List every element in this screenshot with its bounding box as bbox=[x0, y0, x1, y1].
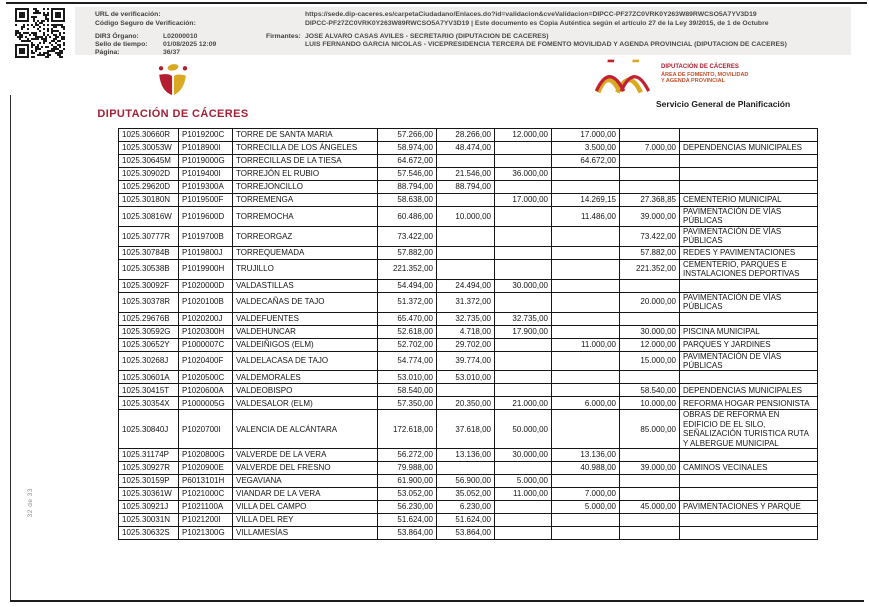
sello-label: Sello de tiempo: bbox=[95, 41, 148, 48]
notes bbox=[680, 449, 818, 462]
notes bbox=[680, 129, 818, 142]
ine-code: P1019700B bbox=[179, 226, 233, 246]
ine-code: P1019200C bbox=[179, 129, 233, 142]
notes bbox=[680, 155, 818, 168]
amount-4: 73.422,00 bbox=[620, 226, 680, 246]
amount-3 bbox=[552, 312, 620, 325]
notes: PAVIMENTACIÓN DE VÍAS PÚBLICAS bbox=[680, 207, 818, 227]
expediente-code: 1025.30354X bbox=[119, 397, 179, 410]
amount-3 bbox=[552, 351, 620, 371]
amount-1: 56.900,00 bbox=[437, 475, 495, 488]
ine-code: P1020600A bbox=[179, 384, 233, 397]
amount-total: 57.350,00 bbox=[378, 397, 437, 410]
amount-total: 58.638,00 bbox=[378, 194, 437, 207]
amount-total: 65.470,00 bbox=[378, 312, 437, 325]
expediente-code: 1025.30180N bbox=[119, 194, 179, 207]
table-row bbox=[119, 129, 818, 142]
amount-3: 64.672,00 bbox=[552, 155, 620, 168]
amount-4 bbox=[620, 514, 680, 527]
amount-4: 221.352,00 bbox=[620, 259, 680, 279]
amount-3: 11.486,00 bbox=[552, 207, 620, 227]
expediente-code: 1025.30816W bbox=[119, 207, 179, 227]
table-row bbox=[119, 397, 818, 410]
amount-3 bbox=[552, 292, 620, 312]
ine-code: P1020400F bbox=[179, 351, 233, 371]
notes bbox=[680, 279, 818, 292]
amount-1: 53.864,00 bbox=[437, 527, 495, 540]
amount-total: 53.864,00 bbox=[378, 527, 437, 540]
amount-total: 53.052,00 bbox=[378, 488, 437, 501]
ine-code: P1019400I bbox=[179, 168, 233, 181]
table-row bbox=[119, 338, 818, 351]
amount-4: 57.882,00 bbox=[620, 246, 680, 259]
amount-total: 51.372,00 bbox=[378, 292, 437, 312]
municipality-name: VILLAMESÍAS bbox=[233, 527, 378, 540]
amount-4: 15.000,00 bbox=[620, 351, 680, 371]
amount-total: 53.010,00 bbox=[378, 371, 437, 384]
table-row bbox=[119, 207, 818, 227]
ine-code: P1020000D bbox=[179, 279, 233, 292]
amount-3: 40.988,00 bbox=[552, 462, 620, 475]
amount-1: 28.266,00 bbox=[437, 129, 495, 142]
amount-total: 51.624,00 bbox=[378, 514, 437, 527]
expediente-code: 1025.30660R bbox=[119, 129, 179, 142]
amount-2 bbox=[495, 384, 552, 397]
amount-1: 4.718,00 bbox=[437, 325, 495, 338]
table-row bbox=[119, 181, 818, 194]
page-top-border bbox=[6, 2, 867, 4]
notes: CEMENTERIO, PARQUES E INSTALACIONES DEPORTIVAS bbox=[680, 259, 818, 279]
notes bbox=[680, 475, 818, 488]
amount-2: 21.000,00 bbox=[495, 397, 552, 410]
ine-code: P1021200I bbox=[179, 514, 233, 527]
notes: PISCINA MUNICIPAL bbox=[680, 325, 818, 338]
sello-value: 01/08/2025 12:09 bbox=[163, 41, 217, 48]
amount-2 bbox=[495, 292, 552, 312]
amount-total: 54.774,00 bbox=[378, 351, 437, 371]
expediente-code: 1025.30921J bbox=[119, 501, 179, 514]
amount-2: 17.900,00 bbox=[495, 325, 552, 338]
amount-1: 10.000,00 bbox=[437, 207, 495, 227]
amount-1: 37.618,00 bbox=[437, 410, 495, 449]
url-value: https://sede.dip-caceres.es/carpetaCiudadano/Enlaces.do?id=validacion&cveValidacion=DIPCC-PF27ZC0VRK0Y263W89RWCSO5A7YV3D19 bbox=[305, 11, 757, 18]
notes bbox=[680, 488, 818, 501]
notes bbox=[680, 514, 818, 527]
amount-2 bbox=[495, 351, 552, 371]
amount-2 bbox=[495, 142, 552, 155]
service-general-planificacion: Servicio General de Planificación bbox=[656, 99, 791, 109]
amount-3 bbox=[552, 259, 620, 279]
municipality-name: VALDECAÑAS DE TAJO bbox=[233, 292, 378, 312]
amount-total: 58.974,00 bbox=[378, 142, 437, 155]
municipality-name: VALENCIA DE ALCÁNTARA bbox=[233, 410, 378, 449]
amount-1 bbox=[437, 155, 495, 168]
amount-2 bbox=[495, 226, 552, 246]
amount-4: 12.000,00 bbox=[620, 338, 680, 351]
amount-4: 7.000,00 bbox=[620, 142, 680, 155]
amount-3: 7.000,00 bbox=[552, 488, 620, 501]
diputacion-logo-icon bbox=[150, 60, 196, 106]
csv-value: DIPCC-PF27ZC0VRK0Y263W89RWCSO5A7YV3D19 | Este documento es Copia Auténtica según el artículo 27 de la Ley 39/2015, de 1 de Octubre bbox=[305, 20, 769, 27]
ine-code: P1019000G bbox=[179, 155, 233, 168]
amount-2: 17.000,00 bbox=[495, 194, 552, 207]
notes bbox=[680, 527, 818, 540]
page-left-border bbox=[10, 95, 11, 601]
notes bbox=[680, 312, 818, 325]
amount-3 bbox=[552, 410, 620, 449]
expediente-code: 1025.30053W bbox=[119, 142, 179, 155]
amount-4 bbox=[620, 129, 680, 142]
municipality-name: TORREQUEMADA bbox=[233, 246, 378, 259]
municipality-name: VILLA DEL REY bbox=[233, 514, 378, 527]
expediente-code: 1025.29676B bbox=[119, 312, 179, 325]
table-row bbox=[119, 475, 818, 488]
municipality-name: VALDEMORALES bbox=[233, 371, 378, 384]
amount-3 bbox=[552, 514, 620, 527]
amount-2 bbox=[495, 338, 552, 351]
amount-3 bbox=[552, 475, 620, 488]
table-row bbox=[119, 384, 818, 397]
side-page-number: 32 de 33 bbox=[27, 488, 34, 518]
municipality-name: VALDASTILLAS bbox=[233, 279, 378, 292]
amount-1: 13.136,00 bbox=[437, 449, 495, 462]
amount-3 bbox=[552, 325, 620, 338]
table-row bbox=[119, 155, 818, 168]
amount-total: 57.882,00 bbox=[378, 246, 437, 259]
ine-code: P1019600D bbox=[179, 207, 233, 227]
amount-2: 36.000,00 bbox=[495, 168, 552, 181]
amount-4 bbox=[620, 181, 680, 194]
municipality-name: TORRE DE SANTA MARIA bbox=[233, 129, 378, 142]
amount-3: 5.000,00 bbox=[552, 501, 620, 514]
amount-3: 17.000,00 bbox=[552, 129, 620, 142]
ine-code: P1020900E bbox=[179, 462, 233, 475]
amount-total: 54.494,00 bbox=[378, 279, 437, 292]
notes: REDES Y PAVIMENTACIONES bbox=[680, 246, 818, 259]
amount-4 bbox=[620, 312, 680, 325]
amount-total: 56.230,00 bbox=[378, 501, 437, 514]
notes bbox=[680, 181, 818, 194]
table-row bbox=[119, 246, 818, 259]
page-bottom-border bbox=[10, 600, 864, 602]
amount-total: 56.272,00 bbox=[378, 449, 437, 462]
amount-2 bbox=[495, 207, 552, 227]
table-row bbox=[119, 312, 818, 325]
amount-4: 30.000,00 bbox=[620, 325, 680, 338]
amount-1: 6.230,00 bbox=[437, 501, 495, 514]
municipality-name: TRUJILLO bbox=[233, 259, 378, 279]
ine-code: P1019800J bbox=[179, 246, 233, 259]
expediente-code: 1025.30652Y bbox=[119, 338, 179, 351]
amount-1 bbox=[437, 259, 495, 279]
amount-1 bbox=[437, 194, 495, 207]
expediente-code: 1025.30092F bbox=[119, 279, 179, 292]
ine-code: P1018900I bbox=[179, 142, 233, 155]
notes: DEPENDENCIAS MUNICIPALES bbox=[680, 142, 818, 155]
table-row bbox=[119, 410, 818, 449]
amount-2 bbox=[495, 462, 552, 475]
table-row bbox=[119, 279, 818, 292]
amount-4 bbox=[620, 155, 680, 168]
municipality-name: VIANDAR DE LA VERA bbox=[233, 488, 378, 501]
ine-code: P6013101H bbox=[179, 475, 233, 488]
amount-total: 52.702,00 bbox=[378, 338, 437, 351]
table-row bbox=[119, 371, 818, 384]
municipality-name: VILLA DEL CAMPO bbox=[233, 501, 378, 514]
notes: PAVIMENTACIÓN DE VÍAS PÚBLICAS bbox=[680, 292, 818, 312]
ine-code: P1020500C bbox=[179, 371, 233, 384]
municipality-name: TORREJÓN EL RUBIO bbox=[233, 168, 378, 181]
municipality-name: TORREJONCILLO bbox=[233, 181, 378, 194]
expediente-code: 1025.30645M bbox=[119, 155, 179, 168]
notes: REFORMA HOGAR PENSIONISTA bbox=[680, 397, 818, 410]
amount-4: 39.000,00 bbox=[620, 207, 680, 227]
amount-2 bbox=[495, 155, 552, 168]
municipality-name: VEGAVIANA bbox=[233, 475, 378, 488]
table-row bbox=[119, 501, 818, 514]
amount-3 bbox=[552, 246, 620, 259]
amount-3 bbox=[552, 168, 620, 181]
amount-3 bbox=[552, 279, 620, 292]
table-body bbox=[119, 129, 818, 540]
expediente-code: 1025.30601A bbox=[119, 371, 179, 384]
notes bbox=[680, 371, 818, 384]
amount-total: 221.352,00 bbox=[378, 259, 437, 279]
amount-2: 12.000,00 bbox=[495, 129, 552, 142]
municipality-name: VALVERDE DE LA VERA bbox=[233, 449, 378, 462]
ine-code: P1020700I bbox=[179, 410, 233, 449]
logo-right-line1: DIPUTACIÓN DE CÁCERES bbox=[661, 64, 739, 70]
ine-code: P1020100B bbox=[179, 292, 233, 312]
amount-2 bbox=[495, 501, 552, 514]
dir3-label: DIR3 Órgano: bbox=[95, 33, 139, 40]
ine-code: P1020300H bbox=[179, 325, 233, 338]
expediente-code: 1025.30415T bbox=[119, 384, 179, 397]
ine-code: P1021300G bbox=[179, 527, 233, 540]
ine-code: P1019500F bbox=[179, 194, 233, 207]
municipality-name: VALDELACASA DE TAJO bbox=[233, 351, 378, 371]
logo-right-line3: Y AGENDA PROVINCIAL bbox=[661, 78, 725, 85]
amount-4: 45.000,00 bbox=[620, 501, 680, 514]
amount-3 bbox=[552, 226, 620, 246]
diputacion-brand-text: DIPUTACIÓN DE CÁCERES bbox=[97, 108, 249, 120]
ine-code: P1020200J bbox=[179, 312, 233, 325]
amount-3 bbox=[552, 371, 620, 384]
table-row bbox=[119, 527, 818, 540]
table-row bbox=[119, 514, 818, 527]
amount-total: 60.486,00 bbox=[378, 207, 437, 227]
municipality-name: VALDEFUENTES bbox=[233, 312, 378, 325]
amount-2: 50.000,00 bbox=[495, 410, 552, 449]
municipality-name: TORREMENGA bbox=[233, 194, 378, 207]
amount-1: 24.494,00 bbox=[437, 279, 495, 292]
expediente-code: 1025.30784B bbox=[119, 246, 179, 259]
amount-total: 57.546,00 bbox=[378, 168, 437, 181]
amount-3 bbox=[552, 527, 620, 540]
amount-4: 58.540,00 bbox=[620, 384, 680, 397]
table-row bbox=[119, 462, 818, 475]
table-row bbox=[119, 325, 818, 338]
expediente-code: 1025.30840J bbox=[119, 410, 179, 449]
ine-code: P1020800G bbox=[179, 449, 233, 462]
municipality-name: TORREMOCHA bbox=[233, 207, 378, 227]
expediente-code: 1025.30632S bbox=[119, 527, 179, 540]
notes bbox=[680, 168, 818, 181]
expediente-code: 1025.30268J bbox=[119, 351, 179, 371]
amount-2 bbox=[495, 259, 552, 279]
amount-1: 51.624,00 bbox=[437, 514, 495, 527]
amount-4: 10.000,00 bbox=[620, 397, 680, 410]
table-row bbox=[119, 142, 818, 155]
amount-total: 88.794,00 bbox=[378, 181, 437, 194]
expediente-code: 1025.30777R bbox=[119, 226, 179, 246]
amount-total: 73.422,00 bbox=[378, 226, 437, 246]
table-row bbox=[119, 259, 818, 279]
table-row bbox=[119, 194, 818, 207]
amount-1: 29.702,00 bbox=[437, 338, 495, 351]
expediente-code: 1025.30927R bbox=[119, 462, 179, 475]
municipalities-table bbox=[118, 128, 818, 540]
amount-2 bbox=[495, 527, 552, 540]
amount-1 bbox=[437, 384, 495, 397]
table-row bbox=[119, 168, 818, 181]
amount-1: 48.474,00 bbox=[437, 142, 495, 155]
municipality-name: TORRECILLA DE LOS ÁNGELES bbox=[233, 142, 378, 155]
amount-2 bbox=[495, 181, 552, 194]
amount-4: 39.000,00 bbox=[620, 462, 680, 475]
pagina-label: Página: bbox=[95, 49, 120, 56]
table-row bbox=[119, 351, 818, 371]
ine-code: P1000007C bbox=[179, 338, 233, 351]
amount-4 bbox=[620, 279, 680, 292]
expediente-code: 1025.30361W bbox=[119, 488, 179, 501]
ine-code: P1021100A bbox=[179, 501, 233, 514]
csv-label: Código Seguro de Verificación: bbox=[95, 20, 196, 27]
table-row bbox=[119, 292, 818, 312]
amount-total: 61.900,00 bbox=[378, 475, 437, 488]
amount-2 bbox=[495, 514, 552, 527]
expediente-code: 1025.30159P bbox=[119, 475, 179, 488]
amount-1 bbox=[437, 246, 495, 259]
expediente-code: 1025.29620D bbox=[119, 181, 179, 194]
amount-2 bbox=[495, 371, 552, 384]
amount-4 bbox=[620, 168, 680, 181]
notes: OBRAS DE REFORMA EN EDIFICIO DE EL SILO, SEÑALIZACIÓN TURISTICA RUTA Y ALBERGUE MUNICIPAL bbox=[680, 410, 818, 449]
amount-4: 20.000,00 bbox=[620, 292, 680, 312]
municipality-name: VALDEHUNCAR bbox=[233, 325, 378, 338]
url-label: URL de verificación: bbox=[95, 11, 161, 18]
expediente-code: 1025.30378R bbox=[119, 292, 179, 312]
amount-3 bbox=[552, 181, 620, 194]
amount-total: 172.618,00 bbox=[378, 410, 437, 449]
amount-1: 35.052,00 bbox=[437, 488, 495, 501]
amount-1: 53.010,00 bbox=[437, 371, 495, 384]
amount-4 bbox=[620, 449, 680, 462]
notes: PARQUES Y JARDINES bbox=[680, 338, 818, 351]
notes: PAVIMENTACIÓN DE VÍAS PÚBLICAS bbox=[680, 226, 818, 246]
amount-4 bbox=[620, 475, 680, 488]
ine-code: P1000005G bbox=[179, 397, 233, 410]
table-row bbox=[119, 488, 818, 501]
municipality-name: VALDEIÑIGOS (ELM) bbox=[233, 338, 378, 351]
amount-1: 21.546,00 bbox=[437, 168, 495, 181]
municipality-name: TORRECILLAS DE LA TIESA bbox=[233, 155, 378, 168]
amount-3 bbox=[552, 384, 620, 397]
amount-2: 32.735,00 bbox=[495, 312, 552, 325]
qr-code-icon bbox=[15, 8, 65, 58]
notes: PAVIMENTACIONES Y PARQUE bbox=[680, 501, 818, 514]
expediente-code: 1025.30538B bbox=[119, 259, 179, 279]
notes: PAVIMENTACIÓN DE VÍAS PÚBLICAS bbox=[680, 351, 818, 371]
amount-1: 20.350,00 bbox=[437, 397, 495, 410]
ine-code: P1019300A bbox=[179, 181, 233, 194]
municipality-name: VALDESALOR (ELM) bbox=[233, 397, 378, 410]
ine-code: P1021000C bbox=[179, 488, 233, 501]
amount-2: 11.000,00 bbox=[495, 488, 552, 501]
amount-2 bbox=[495, 246, 552, 259]
firmantes-label: Firmantes: bbox=[266, 33, 301, 40]
amount-3: 13.136,00 bbox=[552, 449, 620, 462]
amount-2: 30.000,00 bbox=[495, 279, 552, 292]
notes: CEMENTERIO MUNICIPAL bbox=[680, 194, 818, 207]
amount-total: 64.672,00 bbox=[378, 155, 437, 168]
amount-3: 14.269,15 bbox=[552, 194, 620, 207]
ine-code: P1019900H bbox=[179, 259, 233, 279]
verification-block bbox=[75, 7, 851, 55]
amount-1 bbox=[437, 226, 495, 246]
amount-1: 88.794,00 bbox=[437, 181, 495, 194]
table-row bbox=[119, 449, 818, 462]
amount-4 bbox=[620, 371, 680, 384]
amount-total: 79.988,00 bbox=[378, 462, 437, 475]
notes: CAMINOS VECINALES bbox=[680, 462, 818, 475]
expediente-code: 1025.30902D bbox=[119, 168, 179, 181]
amount-total: 58.540,00 bbox=[378, 384, 437, 397]
amount-2: 5.000,00 bbox=[495, 475, 552, 488]
arcs-logo-icon bbox=[595, 58, 667, 98]
amount-4 bbox=[620, 488, 680, 501]
amount-1: 31.372,00 bbox=[437, 292, 495, 312]
amount-total: 52.618,00 bbox=[378, 325, 437, 338]
pagina-value: 36/37 bbox=[163, 49, 181, 56]
amount-4: 85.000,00 bbox=[620, 410, 680, 449]
table-row bbox=[119, 226, 818, 246]
firmante-1: JOSE ALVARO CASAS AVILES - SECRETARIO (DIPUTACION DE CACERES) bbox=[305, 33, 549, 40]
notes: DEPENDENCIAS MUNICIPALES bbox=[680, 384, 818, 397]
expediente-code: 1025.30031N bbox=[119, 514, 179, 527]
amount-4 bbox=[620, 527, 680, 540]
amount-1: 39.774,00 bbox=[437, 351, 495, 371]
amount-2: 30.000,00 bbox=[495, 449, 552, 462]
amount-3: 6.000,00 bbox=[552, 397, 620, 410]
amount-4: 27.368,85 bbox=[620, 194, 680, 207]
diputacion-caceres-logo bbox=[88, 60, 258, 120]
dir3-value: L02000010 bbox=[163, 33, 198, 40]
firmante-2: LUIS FERNANDO GARCIA NICOLAS - VICEPRESIDENCIA TERCERA DE FOMENTO MOVILIDAD Y AGENDA PROVINCIAL (DIPUTACION DE CACERES) bbox=[305, 41, 787, 48]
expediente-code: 1025.31174P bbox=[119, 449, 179, 462]
amount-3: 11.000,00 bbox=[552, 338, 620, 351]
expediente-code: 1025.30592G bbox=[119, 325, 179, 338]
amount-total: 57.266,00 bbox=[378, 129, 437, 142]
amount-1: 32.735,00 bbox=[437, 312, 495, 325]
amount-3: 3.500,00 bbox=[552, 142, 620, 155]
amount-1 bbox=[437, 462, 495, 475]
municipality-name: TORREORGAZ bbox=[233, 226, 378, 246]
logo-right-line2: ÁREA DE FOMENTO, MOVILIDAD bbox=[661, 71, 749, 78]
municipality-name: VALVERDE DEL FRESNO bbox=[233, 462, 378, 475]
municipality-name: VALDEOBISPO bbox=[233, 384, 378, 397]
